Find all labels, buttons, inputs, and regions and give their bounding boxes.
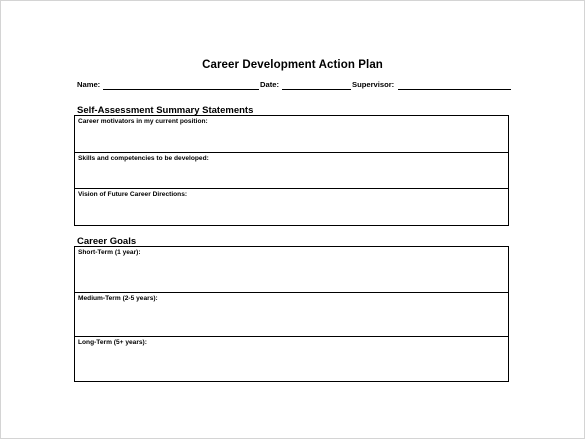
career-goals-row-medium-term[interactable]	[75, 293, 508, 337]
self-assessment-row-vision[interactable]	[75, 189, 508, 225]
date-label: Date:	[260, 80, 279, 89]
row-label: Long-Term (5+ years):	[78, 339, 147, 346]
supervisor-field-line[interactable]	[398, 89, 511, 90]
self-assessment-table	[74, 115, 509, 226]
row-label: Skills and competencies to be developed:	[78, 155, 209, 162]
row-label: Short-Term (1 year):	[78, 249, 141, 256]
header-fields-line	[77, 80, 517, 94]
row-label: Career motivators in my current position:	[78, 118, 208, 125]
name-label: Name:	[77, 80, 101, 89]
career-goals-table	[74, 246, 509, 382]
row-label: Medium-Term (2-5 years):	[78, 295, 158, 302]
row-label: Vision of Future Career Directions:	[78, 191, 188, 198]
name-field-line[interactable]	[103, 89, 259, 90]
career-goals-row-short-term[interactable]	[75, 247, 508, 293]
career-goals-row-long-term[interactable]	[75, 337, 508, 381]
date-field-line[interactable]	[282, 89, 351, 90]
self-assessment-row-skills[interactable]	[75, 153, 508, 189]
document-title: Career Development Action Plan	[202, 59, 383, 71]
self-assessment-row-motivators[interactable]	[75, 116, 508, 153]
self-assessment-heading: Self-Assessment Summary Statements	[77, 105, 254, 116]
supervisor-label: Supervisor:	[352, 80, 395, 89]
career-goals-heading: Career Goals	[77, 236, 137, 247]
